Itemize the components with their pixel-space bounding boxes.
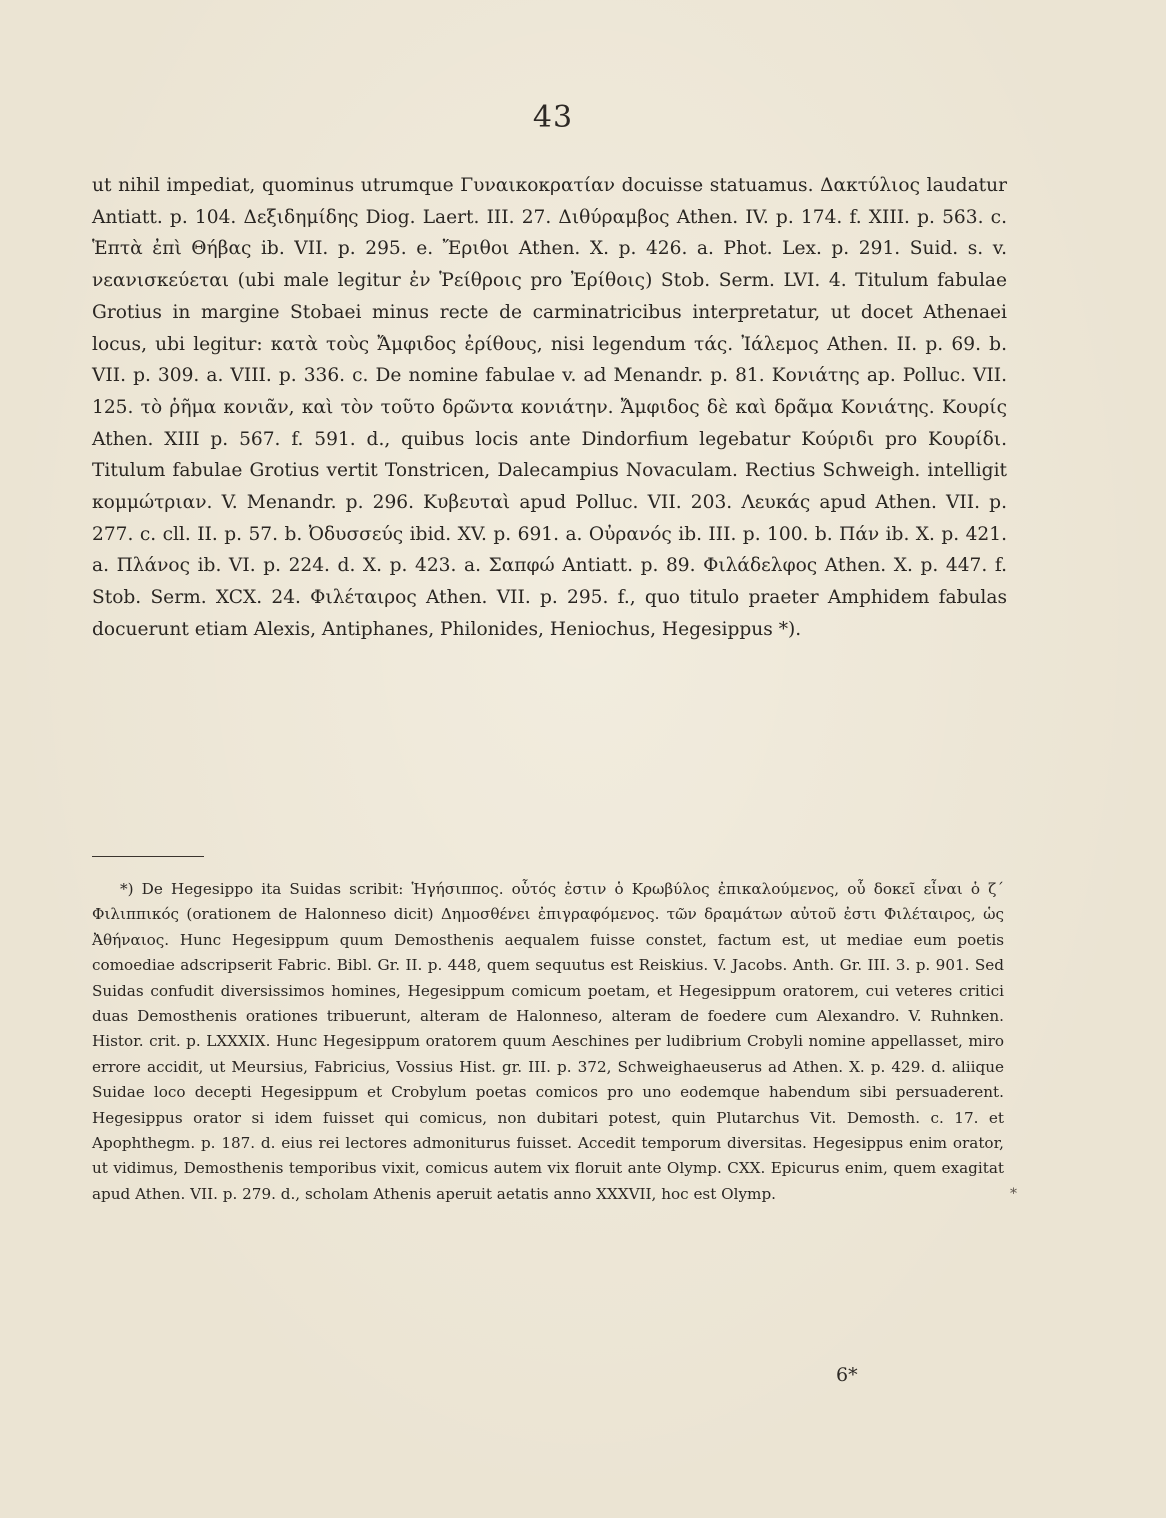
margin-mark: *: [1010, 1186, 1017, 1202]
main-text: ut nihil impediat, quominus utrumque Γυναικοκρατίαν docuisse statuamus. Δακτύλιος laudatur Antiatt. p. 104. Δεξιδημίδης Diog. Laert. III. 27. Διθύραμβος Athen. IV. p. 174. f. XIII. p. 563. c. Ἑπτὰ ἐπὶ Θήβας ib. VII. p. 295. e. Ἔριθοι Athen. X. p. 426. a. Phot. Lex. p. 291. Suid. s. v. νεανισκεύεται (ubi male legitur ἐν Ῥείθροις pro Ἐρίθοις) Stob. Serm. LVI. 4. Titulum fabulae Grotius in margine Stobaei minus recte de carminatricibus interpretatur, ut docet Athenaei locus, ubi legitur: κατὰ τοὺς Ἄμφιδος ἐρίθους, nisi legendum τάς. Ἰάλεμος Athen. II. p. 69. b. VII. p. 309. a. VIII. p. 336. c. De nomine fabulae v. ad Menandr. p. 81. Κονιάτης ap. Polluc. VII. 125. τὸ ῥῆμα κονιᾶν, καὶ τὸν τοῦτο δρῶντα κονιάτην. Ἄμφιδος δὲ καὶ δρᾶμα Κονιάτης. Κουρίς Athen. XIII p. 567. f. 591. d., quibus locis ante Dindorfium legebatur Κούριδι pro Κουρίδι. Titulum fabulae Grotius vertit Tonstricen, Dalecampius Novaculam. Rectius Schweigh. intelligit κομμώτριαν. V. Menandr. p. 296. Κυβευταὶ apud Polluc. VII. 203. Λευκάς apud Athen. VII. p. 277. c. cll. II. p. 57. b. Ὀδυσσεύς ibid. XV. p. 691. a. Οὐρανός ib. III. p. 100. b. Πάν ib. X. p. 421. a. Πλάνος ib. VI. p. 224. d. X. p. 423. a. Σαπφώ Antiatt. p. 89. Φιλάδελφος Athen. X. p. 447. f. Stob. Serm. XCX. 24. Φιλέταιρος Athen. VII. p. 295. f., quo titulo praeter Amphidem fabulas docuerunt etiam Alexis, Antiphanes, Philonides, Heniochus, Hegesippus *).: [92, 175, 1007, 640]
footnote: *) De Hegesippo ita Suidas scribit: Ἡγήσιππος. οὗτός ἐστιν ὁ Κρωβύλος ἐπικαλούμενος, οὗ δοκεῖ εἶναι ὁ ζ´ Φιλιππικός (orationem de Halonneso dicit) Δημοσθένει ἐπιγραφόμενος. τῶν δραμάτων αὐτοῦ ἐστι Φιλέταιρος, ὡς Ἀθήναιος. Hunc Hegesippum quum Demosthenis aequalem fuisse constet, factum est, ut mediae eum poetis comoediae adscripserit Fabric. Bibl. Gr. II. p. 448, quem sequutus est Reiskius. V. Jacobs. Anth. Gr. III. 3. p. 901. Sed Suidas confudit diversissimos homines, Hegesippum comicum poetam, et Hegesippum oratorem, cui veteres critici duas Demosthenis orationes tribuerunt, alteram de Halonneso, alteram de foedere cum Alexandro. V. Ruhnken. Histor. crit. p. LXXXIX. Hunc Hegesippum oratorem quum Aeschines per ludibrium Crobyli nomine appellasset, miro errore accidit, ut Meursius, Fabricius, Vossius Hist. gr. III. p. 372, Schweighaeuserus ad Athen. X. p. 429. d. aliique Suidae loco decepti Hegesippum et Crobylum poetas comicos pro uno eodemque habendum sibi persuaderent. Hegesippus orator si idem fuisset qui comicus, non dubitari potest, quin Plutarchus Vit. Demosth. c. 17. et Apophthegm. p. 187. d. eius rei lectores admoniturus fuisset. Accedit temporum diversitas. Hegesippus enim orator, ut vidimus, Demosthenis temporibus vixit, comicus autem vix floruit ante Olymp. CXX. Epicurus enim, quem exagitat apud Athen. VII. p. 279. d., scholam Athenis aperuit aetatis anno XXXVII, hoc est Olymp.: [92, 880, 1004, 1203]
page-number: 43: [532, 100, 574, 135]
printer-signature: 6*: [836, 1364, 858, 1386]
footnote-separator: [92, 856, 204, 857]
